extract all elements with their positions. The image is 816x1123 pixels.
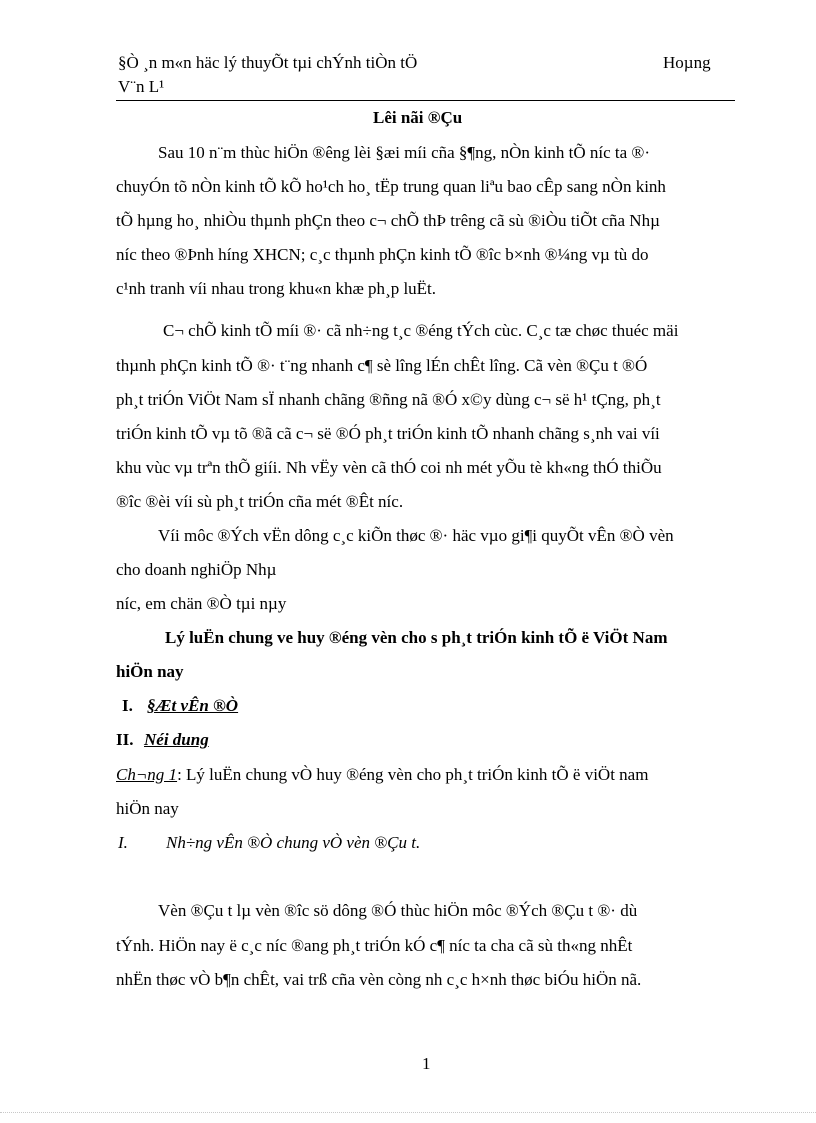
subsection-i-number: I.: [118, 833, 128, 852]
chapter-line-2: hiÖn nay: [116, 799, 179, 818]
chapter-label: Ch¬ng 1: [116, 765, 178, 784]
paragraph-1-line-5: c¹nh tranh víi nhau trong khu«n khæ ph¸p luËt.: [116, 279, 437, 298]
paragraph-2-line-6: ®îc ®èi víi sù ph¸t triÓn cña mét ®Êt níc.: [116, 492, 404, 511]
section-i-number: I.: [122, 696, 133, 715]
paragraph-4-line-3: nhËn thøc vÒ b¶n chÊt, vai trß cña vèn còng nh c¸c h×nh thøc biÓu hiÖn nã.: [116, 970, 642, 989]
section-ii-number: II.: [116, 730, 134, 749]
header-author-continued: V¨n L¹: [118, 77, 165, 96]
section-i-label: §Æt vÊn ®Ò: [147, 696, 239, 715]
paragraph-2-line-3: ph¸t triÓn ViÖt Nam sÏ nhanh chãng ®ñng nã ®Ó x©y dùng c¬ së h¹ tÇng, ph¸t: [116, 390, 661, 409]
chapter-title: : Lý luËn chung vÒ huy ®éng vèn cho ph¸t triÓn kinh tÕ ë viÖt nam: [177, 765, 649, 784]
paragraph-4-line-2: tÝnh. HiÖn nay ë c¸c níc ®ang ph¸t triÓn kÓ c¶ níc ta cha cã sù th«ng nhÊt: [116, 936, 633, 955]
paragraph-1-line-3: tÕ hµng ho¸ nhiÒu thµnh phÇn theo c¬ chÕ thÞ trêng cã sù ®iÒu tiÕt cña Nhµ: [116, 211, 660, 230]
paragraph-3-line-2: cho doanh nghiÖp Nhµ: [116, 560, 277, 579]
paragraph-2-line-4: triÓn kinh tÕ vµ tõ ®ã cã c¬ së ®Ó ph¸t triÓn kinh tÕ nhanh chãng s¸nh vai víi: [116, 424, 660, 443]
paragraph-2-line-5: khu vùc vµ trªn thÕ giíi. Nh vËy vèn cã thÓ coi nh mét yÕu tè kh«ng thÓ thiÕu: [116, 458, 662, 477]
paragraph-2-line-1: C¬ chÕ kinh tÕ míi ®· cã nh÷ng t¸c ®éng tÝch cùc. C¸c tæ chøc thuéc mäi: [163, 321, 679, 340]
paragraph-1-line-4: níc theo ®Þnh híng XHCN; c¸c thµnh phÇn kinh tÕ ®îc b×nh ®¼ng vµ tù do: [116, 245, 649, 264]
topic-heading-line-2: hiÖn nay: [116, 662, 184, 681]
header-author: Hoµng: [663, 53, 711, 72]
chapter-line-1: [116, 758, 648, 792]
paragraph-3-line-1: Víi môc ®Ých vËn dông c¸c kiÕn thøc ®· häc vµo gi¶i quyÕt vÊn ®Ò vèn: [158, 526, 674, 545]
paragraph-4-line-1: Vèn ®Çu t lµ vèn ®îc sö dông ®Ó thùc hiÖn môc ®Ých ®Çu t ®· dù: [158, 901, 638, 920]
page-title: Lêi nãi ®Çu: [373, 108, 463, 127]
topic-heading-line-1: Lý luËn chung ve huy ®éng vèn cho s ph¸t triÓn kinh tÕ ë ViÖt Nam: [165, 628, 668, 647]
paragraph-2-line-2: thµnh phÇn kinh tÕ ®· t¨ng nhanh c¶ sè lîng lÉn chÊt lîng. Cã vèn ®Çu t ®Ó: [116, 356, 648, 375]
paragraph-1-line-1: Sau 10 n¨m thùc hiÖn ®êng lèi §æi míi cña §¶ng, nÒn kinh tÕ níc ta ®·: [158, 143, 650, 162]
header-title: §Ò ¸n m«n häc lý thuyÕt tµi chÝnh tiÒn tÖ: [118, 53, 418, 72]
page-bottom-edge: [0, 1112, 816, 1113]
paragraph-1-line-2: chuyÓn tõ nÒn kinh tÕ kÕ ho¹ch ho¸ tËp trung quan liªu bao cÊp sang nÒn kinh: [116, 177, 666, 196]
section-ii-label: Néi dung: [144, 730, 209, 749]
paragraph-3-line-3: níc, em chän ®Ò tµi nµy: [116, 594, 287, 613]
subsection-i-label: Nh÷ng vÊn ®Ò chung vÒ vèn ®Çu t.: [166, 833, 421, 852]
page-number: 1: [422, 1054, 431, 1073]
